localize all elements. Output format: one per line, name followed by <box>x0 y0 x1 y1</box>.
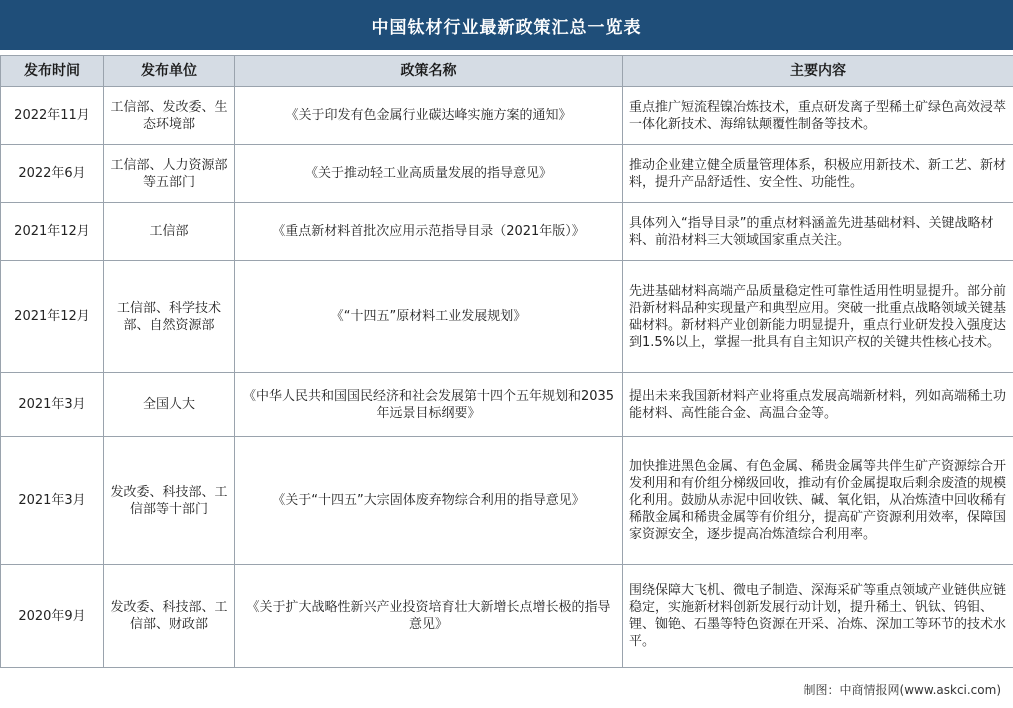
header-org: 发布单位 <box>104 56 235 87</box>
cell-policy-name: 《“十四五”原材料工业发展规划》 <box>235 261 623 373</box>
cell-date: 2022年6月 <box>1 145 104 203</box>
header-date: 发布时间 <box>1 56 104 87</box>
header-content: 主要内容 <box>623 56 1013 87</box>
table-header-row <box>1 56 1013 87</box>
header-name: 政策名称 <box>235 56 623 87</box>
table-row <box>1 437 1013 565</box>
cell-policy-name: 《关于推动轻工业高质量发展的指导意见》 <box>235 145 623 203</box>
table-row <box>1 261 1013 373</box>
cell-date: 2021年12月 <box>1 203 104 261</box>
cell-content: 提出未来我国新材料产业将重点发展高端新材料，列如高端稀土功能材料、高性能合金、高温合金等。 <box>623 373 1013 437</box>
source-credit: 制图：中商情报网(www.askci.com) <box>803 683 1001 697</box>
cell-date: 2022年11月 <box>1 87 104 145</box>
cell-policy-name: 《关于扩大战略性新兴产业投资培育壮大新增长点增长极的指导意见》 <box>235 565 623 668</box>
cell-content: 重点推广短流程镍冶炼技术，重点研发离子型稀土矿绿色高效浸萃一体化新技术、海绵钛颠覆性制备等技术。 <box>623 87 1013 145</box>
cell-org: 工信部、科学技术部、自然资源部 <box>104 261 235 373</box>
cell-content: 加快推进黑色金属、有色金属、稀贵金属等共伴生矿产资源综合开发利用和有价组分梯级回收，推动有价金属提取后剩余废渣的规模化利用。鼓励从赤泥中回收铁、碱、氧化铝，从冶炼渣中回收稀有稀散金属和稀贵金属等有价组分，提高矿产资源利用效率，保障国家资源安全，逐步提高冶炼渣综合利用率。 <box>623 437 1013 565</box>
cell-date: 2021年12月 <box>1 261 104 373</box>
cell-org: 工信部、人力资源部等五部门 <box>104 145 235 203</box>
cell-org: 发改委、科技部、工信部、财政部 <box>104 565 235 668</box>
table-row <box>1 145 1013 203</box>
table-row <box>1 203 1013 261</box>
policy-table <box>0 55 1013 668</box>
cell-policy-name: 《中华人民共和国国民经济和社会发展第十四个五年规划和2035年远景目标纲要》 <box>235 373 623 437</box>
cell-date: 2021年3月 <box>1 373 104 437</box>
cell-org: 工信部 <box>104 203 235 261</box>
table-row <box>1 565 1013 668</box>
cell-policy-name: 《关于“十四五”大宗固体废弃物综合利用的指导意见》 <box>235 437 623 565</box>
cell-content: 先进基础材料高端产品质量稳定性可靠性适用性明显提升。部分前沿新材料品种实现量产和典型应用。突破一批重点战略领域关键基础材料。新材料产业创新能力明显提升，重点行业研发投入强度达到1.5%以上，掌握一批具有自主知识产权的关键共性核心技术。 <box>623 261 1013 373</box>
cell-org: 全国人大 <box>104 373 235 437</box>
cell-date: 2020年9月 <box>1 565 104 668</box>
table-row <box>1 87 1013 145</box>
cell-content: 推动企业建立健全质量管理体系，积极应用新技术、新工艺、新材料，提升产品舒适性、安全性、功能性。 <box>623 145 1013 203</box>
cell-org: 工信部、发改委、生态环境部 <box>104 87 235 145</box>
table-row <box>1 373 1013 437</box>
cell-content: 围绕保障大飞机、微电子制造、深海采矿等重点领域产业链供应链稳定，实施新材料创新发展行动计划，提升稀土、钒钛、钨钼、锂、铷铯、石墨等特色资源在开采、冶炼、深加工等环节的技术水平。 <box>623 565 1013 668</box>
page-title: 中国钛材行业最新政策汇总一览表 <box>0 0 1013 50</box>
cell-policy-name: 《重点新材料首批次应用示范指导目录（2021年版）》 <box>235 203 623 261</box>
cell-org: 发改委、科技部、工信部等十部门 <box>104 437 235 565</box>
cell-content: 具体列入“指导目录”的重点材料涵盖先进基础材料、关键战略材料、前沿材料三大领域国家重点关注。 <box>623 203 1013 261</box>
cell-policy-name: 《关于印发有色金属行业碳达峰实施方案的通知》 <box>235 87 623 145</box>
cell-date: 2021年3月 <box>1 437 104 565</box>
